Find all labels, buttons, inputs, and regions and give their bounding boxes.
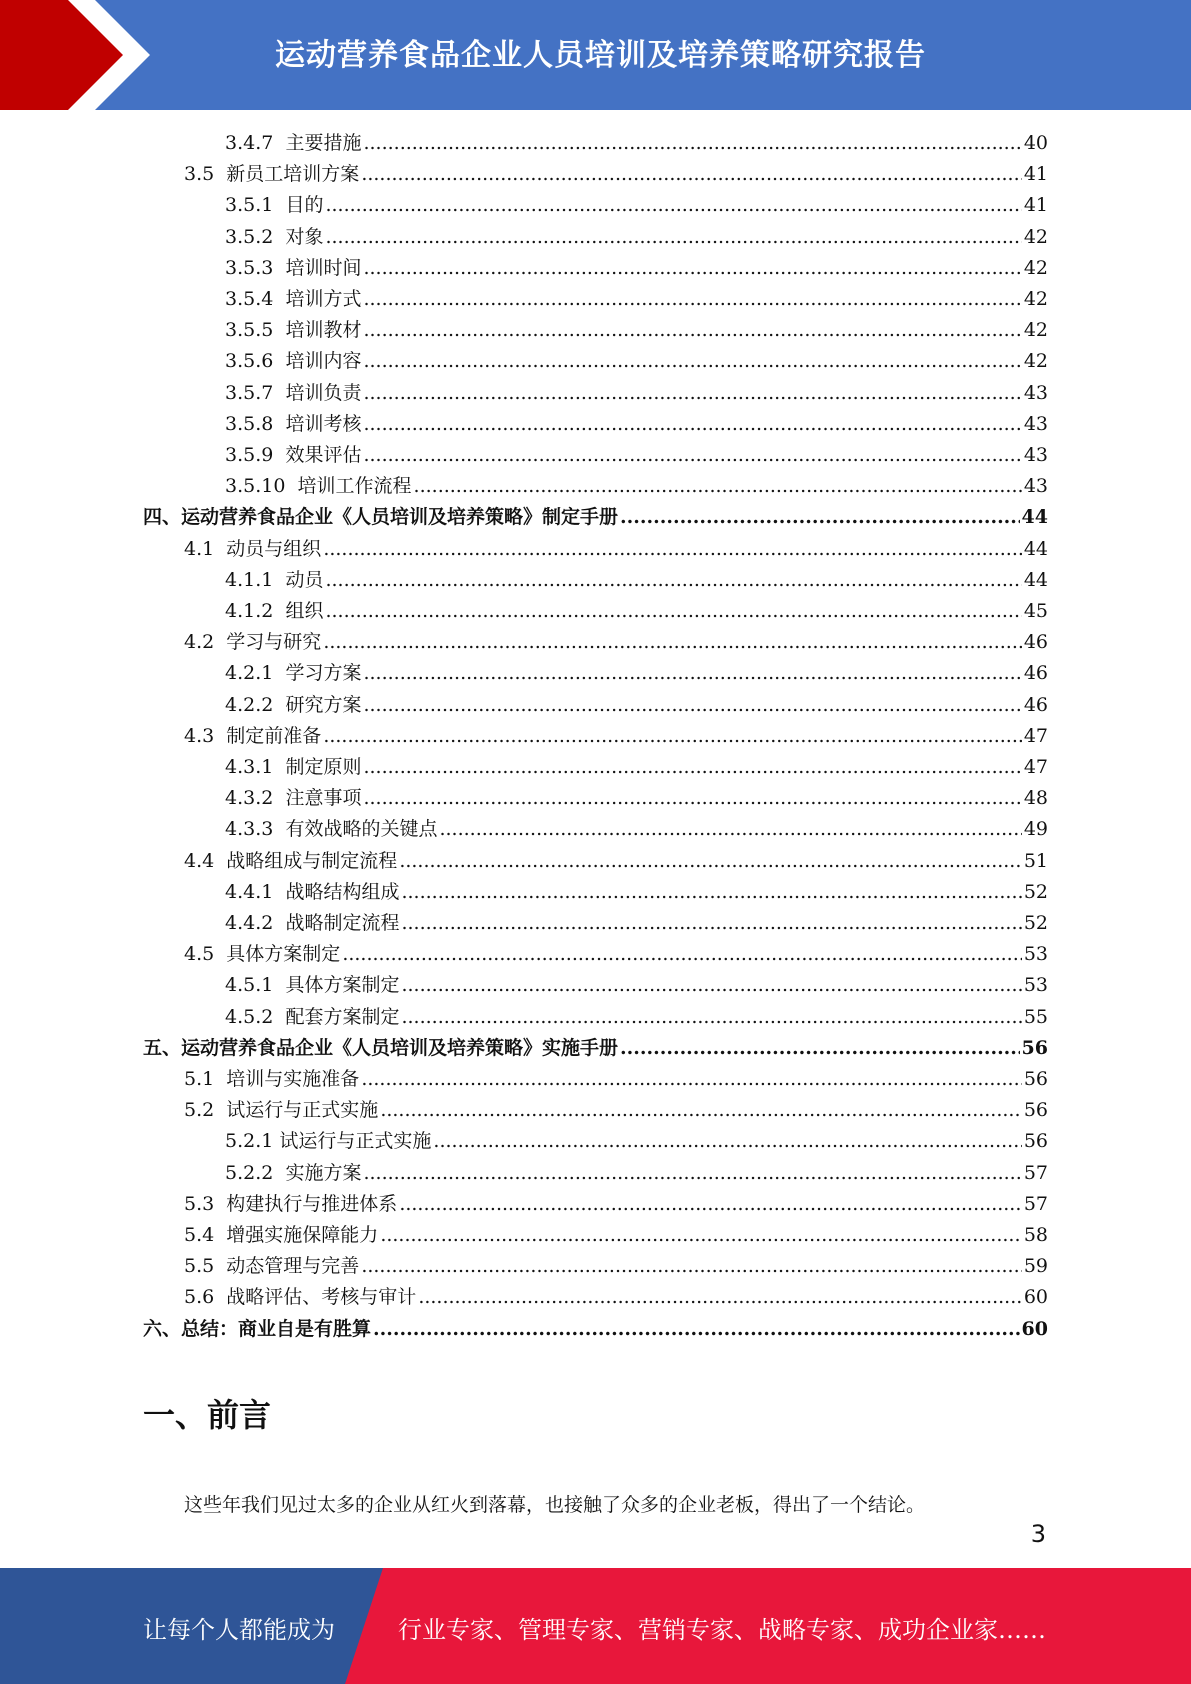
toc-entry-page: 60 [1021, 1317, 1048, 1340]
toc-entry-page: 46 [1023, 662, 1048, 685]
toc-entry-page: 48 [1023, 787, 1048, 810]
toc-entry-label: 配套方案制定 [285, 1005, 400, 1028]
toc-dot-leader [363, 315, 1021, 346]
toc-dot-leader [342, 939, 1022, 970]
toc-entry[interactable] [184, 846, 1048, 877]
toc-entry[interactable] [184, 1064, 1048, 1095]
toc-entry-label: 战略结构组成 [285, 880, 400, 903]
toc-entry-page: 56 [1023, 1099, 1048, 1122]
toc-entry-number: 3.5.3 [225, 256, 286, 279]
toc-entry-number: 5.6 [184, 1286, 227, 1309]
toc-entry-page: 56 [1023, 1068, 1048, 1090]
toc-dot-leader [399, 846, 1022, 877]
toc-entry-page: 42 [1023, 288, 1048, 310]
toc-dot-leader [363, 440, 1021, 471]
toc-entry-number: 4.1.2 [225, 600, 286, 622]
toc-dot-leader [363, 378, 1021, 409]
toc-dot-leader [373, 1314, 1020, 1345]
toc-entry[interactable] [184, 534, 1048, 565]
toc-entry-page: 60 [1023, 1286, 1048, 1309]
toc-entry-page: 46 [1023, 631, 1048, 654]
toc-entry-number: 4.3.3 [225, 818, 286, 841]
toc-entry-page: 42 [1023, 350, 1048, 373]
toc-entry[interactable] [225, 1002, 1048, 1033]
toc-entry[interactable] [184, 721, 1048, 752]
toc-entry-page: 51 [1023, 849, 1048, 872]
toc-entry-number: 3.5 [184, 163, 227, 186]
toc-entry-label: 总结：商业自是有胜算 [181, 1317, 372, 1340]
toc-entry-label: 注意事项 [285, 787, 362, 810]
toc-entry-number: 4.2.1 [225, 662, 286, 685]
toc-entry-number: 3.5.1 [225, 194, 286, 217]
toc-entry[interactable] [225, 690, 1048, 721]
toc-entry-number: 5.2.1 [225, 1130, 280, 1153]
toc-entry-label: 主要措施 [285, 132, 362, 154]
toc-dot-leader [325, 190, 1021, 221]
toc-dot-leader [380, 1220, 1022, 1251]
toc-entry-number: 4.4.1 [225, 880, 286, 903]
toc-entry-number: 五、 [143, 1036, 182, 1059]
toc-dot-leader [620, 1033, 1020, 1064]
toc-entry[interactable] [184, 1251, 1048, 1282]
toc-entry-number: 3.5.6 [225, 350, 286, 373]
toc-entry[interactable] [225, 409, 1048, 440]
toc-dot-leader [363, 253, 1021, 284]
toc-entry-page: 59 [1023, 1255, 1048, 1278]
toc-dot-leader [401, 877, 1021, 908]
toc-entry-number: 3.4.7 [225, 132, 286, 154]
toc-entry-page: 44 [1023, 537, 1048, 560]
toc-dot-leader [323, 627, 1022, 658]
toc-entry[interactable] [225, 378, 1048, 409]
toc-entry-page: 41 [1023, 163, 1048, 186]
toc-entry-number: 4.2 [184, 631, 227, 654]
toc-dot-leader [325, 596, 1021, 627]
toc-entry-label: 运动营养食品企业《人员培训及培养策略》实施手册 [181, 1036, 619, 1059]
toc-dot-leader [363, 783, 1021, 814]
toc-entry-page: 52 [1023, 912, 1048, 934]
toc-entry-page: 53 [1023, 943, 1048, 966]
toc-entry[interactable] [225, 315, 1048, 346]
toc-dot-leader [380, 1095, 1022, 1126]
toc-entry[interactable] [225, 1126, 1048, 1157]
toc-dot-leader [418, 1282, 1022, 1313]
toc-entry-label: 培训考核 [285, 412, 362, 435]
toc-entry[interactable] [143, 502, 1048, 533]
toc-entry[interactable] [184, 1189, 1048, 1220]
toc-entry-page: 45 [1023, 600, 1048, 622]
toc-dot-leader [363, 752, 1021, 783]
toc-entry-page: 46 [1023, 693, 1048, 716]
toc-entry-page: 58 [1023, 1224, 1048, 1246]
toc-entry-label: 学习方案 [285, 662, 362, 685]
toc-entry-label: 具体方案制定 [285, 974, 400, 997]
toc-entry-label: 有效战略的关键点 [285, 818, 438, 841]
toc-entry-number: 3.5.5 [225, 319, 286, 342]
toc-entry[interactable] [225, 658, 1048, 689]
page-number: 3 [1030, 1520, 1046, 1548]
toc-dot-leader [401, 970, 1021, 1001]
toc-entry-page: 56 [1023, 1130, 1048, 1153]
toc-entry-number: 3.5.7 [225, 381, 286, 404]
toc-entry-number: 5.5 [184, 1255, 227, 1278]
toc-dot-leader [361, 159, 1022, 190]
footer-slogan-right: 行业专家、管理专家、营销专家、战略专家、成功企业家…… [398, 1616, 1046, 1644]
toc-entry-label: 构建执行与推进体系 [226, 1192, 398, 1215]
toc-entry[interactable] [225, 814, 1048, 845]
toc-entry-label: 对象 [285, 225, 324, 248]
section-heading: 一、前言 [143, 1396, 272, 1434]
toc-entry[interactable] [225, 284, 1048, 315]
toc-dot-leader [363, 284, 1021, 315]
toc-entry-label: 战略组成与制定流程 [226, 849, 398, 872]
toc-entry-number: 4.1 [184, 537, 227, 560]
toc-entry[interactable] [184, 159, 1048, 190]
toc-entry[interactable] [225, 752, 1048, 783]
toc-dot-leader [361, 1064, 1022, 1095]
toc-entry-label: 增强实施保障能力 [226, 1224, 379, 1246]
toc-entry-page: 43 [1023, 412, 1048, 435]
body-paragraph: 这些年我们见过太多的企业从红火到落幕，也接触了众多的企业老板，得出了一个结论。 [184, 1494, 926, 1516]
toc-entry-number: 4.3.1 [225, 756, 286, 778]
toc-entry-number: 5.4 [184, 1224, 227, 1246]
page-header [0, 0, 1191, 110]
toc-entry-page: 52 [1023, 880, 1048, 903]
toc-dot-leader [323, 534, 1022, 565]
toc-entry[interactable] [143, 1314, 1048, 1345]
toc-dot-leader [325, 565, 1021, 596]
toc-dot-leader [361, 1251, 1022, 1282]
toc-entry[interactable] [225, 970, 1048, 1001]
toc-entry-number: 4.5.1 [225, 974, 286, 997]
toc-entry-label: 培训内容 [285, 350, 362, 373]
toc-entry[interactable] [225, 596, 1048, 627]
toc-entry-page: 42 [1023, 319, 1048, 342]
toc-dot-leader [414, 471, 1022, 502]
toc-entry-number: 四、 [143, 506, 182, 529]
toc-entry-label: 动员 [285, 568, 324, 591]
toc-entry-number: 4.5.2 [225, 1005, 286, 1028]
toc-entry-label: 效果评估 [285, 444, 362, 466]
toc-entry-label: 目的 [285, 194, 324, 217]
toc-entry-page: 43 [1023, 444, 1048, 466]
toc-entry-label: 战略评估、考核与审计 [226, 1286, 417, 1309]
toc-entry-label: 培训方式 [285, 288, 362, 310]
toc-entry-page: 42 [1023, 225, 1048, 248]
toc-dot-leader [439, 814, 1021, 845]
toc-entry-number: 4.1.1 [225, 568, 286, 591]
toc-entry[interactable] [225, 1158, 1048, 1189]
toc-entry-number: 3.5.8 [225, 412, 286, 435]
toc-entry-page: 56 [1021, 1036, 1048, 1059]
toc-entry[interactable] [184, 1282, 1048, 1313]
toc-entry-page: 42 [1023, 256, 1048, 279]
toc-dot-leader [363, 346, 1021, 377]
toc-entry-label: 试运行与正式实施 [279, 1130, 432, 1153]
toc-entry-number: 3.5.9 [225, 444, 286, 466]
toc-entry-number: 4.3.2 [225, 787, 286, 810]
toc-entry[interactable] [184, 1095, 1048, 1126]
toc-entry-number: 5.3 [184, 1192, 227, 1215]
toc-entry[interactable] [225, 253, 1048, 284]
toc-entry-number: 4.4 [184, 849, 227, 872]
toc-entry[interactable] [225, 565, 1048, 596]
toc-entry-page: 44 [1021, 506, 1048, 529]
toc-dot-leader [433, 1126, 1021, 1157]
toc-entry-page: 47 [1023, 724, 1048, 747]
toc-dot-leader [323, 721, 1022, 752]
toc-entry-label: 培训负责 [285, 381, 362, 404]
toc-entry-label: 试运行与正式实施 [226, 1099, 379, 1122]
toc-entry-page: 43 [1023, 475, 1048, 498]
toc-entry[interactable] [225, 908, 1048, 939]
toc-entry-label: 培训与实施准备 [226, 1068, 360, 1090]
toc-dot-leader [620, 502, 1020, 533]
toc-entry-page: 41 [1023, 194, 1048, 217]
toc-entry[interactable] [225, 471, 1048, 502]
toc-entry[interactable] [225, 190, 1048, 221]
toc-entry-label: 运动营养食品企业《人员培训及培养策略》制定手册 [181, 506, 619, 529]
toc-entry-page: 57 [1023, 1161, 1048, 1184]
toc-entry-number: 3.5.4 [225, 288, 286, 310]
toc-entry-label: 学习与研究 [226, 631, 322, 654]
toc-entry[interactable] [225, 222, 1048, 253]
toc-entry-page: 40 [1023, 132, 1048, 154]
toc-entry-page: 47 [1023, 756, 1048, 778]
toc-entry-number: 5.2.2 [225, 1161, 286, 1184]
toc-dot-leader [363, 128, 1021, 159]
toc-entry-label: 制定原则 [285, 756, 362, 778]
toc-entry-label: 动员与组织 [226, 537, 322, 560]
toc-entry[interactable] [225, 440, 1048, 471]
toc-entry[interactable] [184, 1220, 1048, 1251]
toc-dot-leader [401, 1002, 1021, 1033]
toc-entry-page: 49 [1023, 818, 1048, 841]
toc-entry-page: 55 [1023, 1005, 1048, 1028]
toc-dot-leader [363, 1158, 1021, 1189]
toc-entry[interactable] [225, 877, 1048, 908]
toc-entry-number: 5.2 [184, 1099, 227, 1122]
toc-entry-number: 4.3 [184, 724, 227, 747]
toc-entry-number: 3.5.2 [225, 225, 286, 248]
toc-entry[interactable] [184, 627, 1048, 658]
toc-entry-label: 培训时间 [285, 256, 362, 279]
toc-dot-leader [363, 690, 1021, 721]
toc-entry-page: 57 [1023, 1192, 1048, 1215]
toc-entry[interactable] [225, 783, 1048, 814]
report-title: 运动营养食品企业人员培训及培养策略研究报告 [275, 38, 926, 73]
toc-entry-label: 具体方案制定 [226, 943, 341, 966]
toc-entry-label: 研究方案 [285, 693, 362, 716]
toc-entry-label: 组织 [285, 600, 324, 622]
toc-entry-label: 动态管理与完善 [226, 1255, 360, 1278]
toc-dot-leader [401, 908, 1021, 939]
toc-entry[interactable] [225, 128, 1048, 159]
toc-entry-label: 培训教材 [285, 319, 362, 342]
toc-entry-label: 制定前准备 [226, 724, 322, 747]
toc-entry-number: 5.1 [184, 1068, 227, 1090]
toc-entry-number: 六、 [143, 1317, 182, 1340]
page-footer [0, 1568, 1191, 1684]
toc-entry-number: 4.4.2 [225, 912, 286, 934]
toc-dot-leader [325, 222, 1021, 253]
toc-entry-page: 44 [1023, 568, 1048, 591]
toc-entry-number: 4.5 [184, 943, 227, 966]
toc-entry[interactable] [225, 346, 1048, 377]
toc-entry-label: 培训工作流程 [297, 475, 412, 498]
toc-entry[interactable] [143, 1033, 1048, 1064]
toc-entry-number: 4.2.2 [225, 693, 286, 716]
footer-slogan-left: 让每个人都能成为 [143, 1616, 335, 1644]
toc-dot-leader [363, 658, 1021, 689]
toc-entry-number: 3.5.10 [225, 475, 298, 498]
toc-entry-page: 53 [1023, 974, 1048, 997]
toc-entry-label: 实施方案 [285, 1161, 362, 1184]
toc-entry-page: 43 [1023, 381, 1048, 404]
toc-entry-label: 战略制定流程 [285, 912, 400, 934]
toc-dot-leader [399, 1189, 1022, 1220]
toc-dot-leader [363, 409, 1021, 440]
toc-entry-label: 新员工培训方案 [226, 163, 360, 186]
toc-entry[interactable] [184, 939, 1048, 970]
